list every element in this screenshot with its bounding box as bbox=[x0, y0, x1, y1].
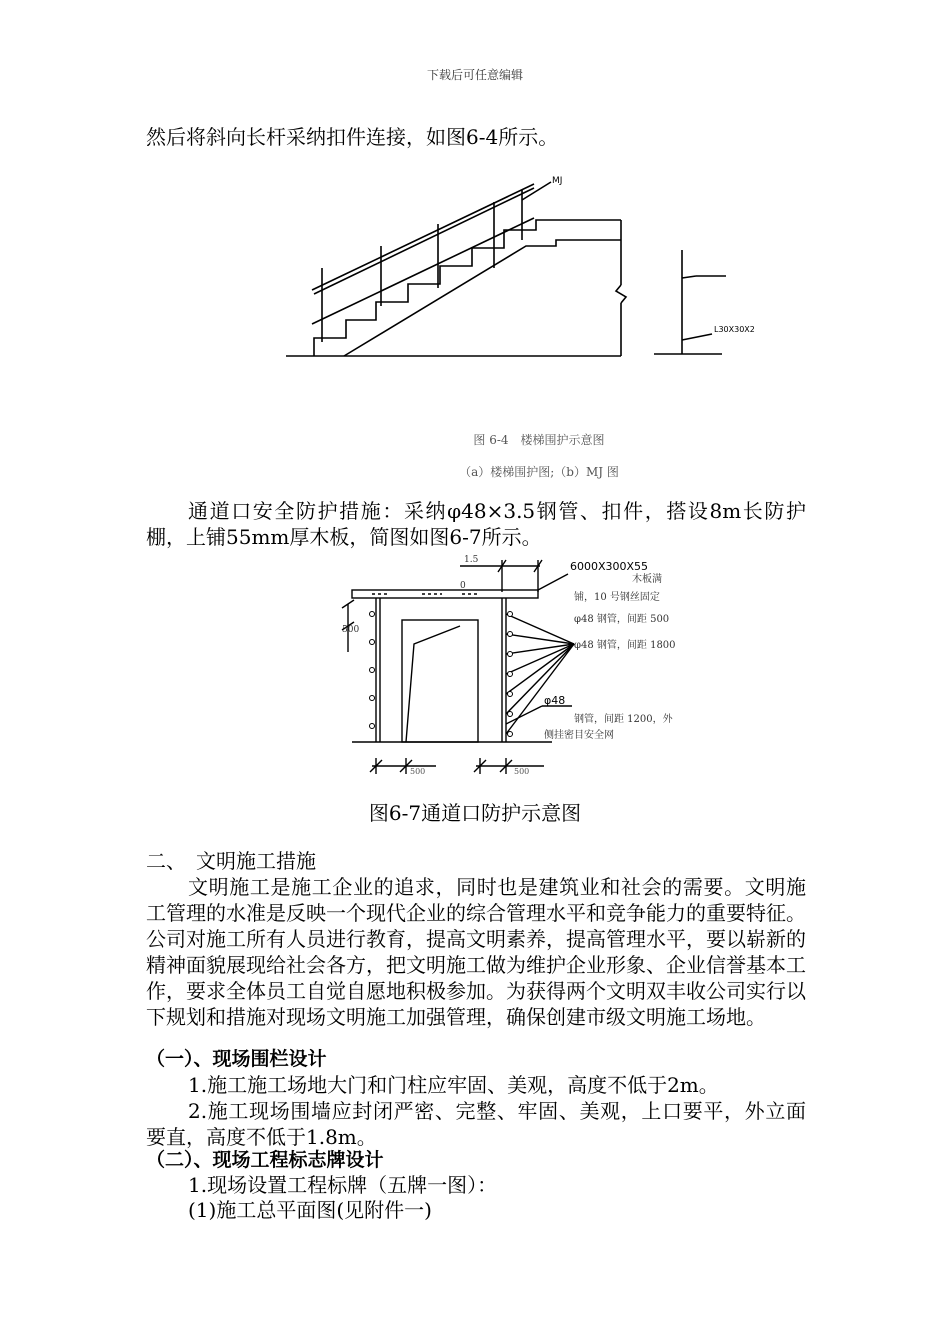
top-dim-label-2: 0 bbox=[460, 581, 466, 591]
figure-stair-guard bbox=[226, 150, 852, 486]
section2-heading: 二、 文明施工措施 bbox=[146, 849, 316, 873]
left-dim-label: 500 bbox=[342, 625, 360, 635]
board-spec-label: 6000X300X55 bbox=[570, 560, 649, 573]
stair-guard-drawing bbox=[226, 150, 852, 486]
subsection2-item2: (1)施工总平面图(见附件一) bbox=[188, 1198, 432, 1222]
pipe-spacing-1800: φ48 钢管，间距 1800 bbox=[574, 640, 676, 651]
figure1-title: 图 6-4 楼梯围护示意图 bbox=[473, 433, 605, 447]
paragraph-intro: 然后将斜向长杆采纳扣件连接，如图6-4所示。 bbox=[146, 125, 559, 149]
subsection1-heading: （一）、现场围栏设计 bbox=[146, 1048, 327, 1070]
paragraph-passage-protection: 通道口安全防护措施：采纳φ48×3.5钢管、扣件，搭设8m长防护棚，上铺55mm厚木板，简图如图6-7所示。 bbox=[146, 499, 806, 549]
angle-steel-label: L30X30X2 bbox=[714, 325, 755, 334]
figure2-caption: 图6-7通道口防护示意图 bbox=[368, 801, 582, 825]
subsection1-item1: 1.施工施工场地大门和门柱应牢固、美观，高度不低于2m。 bbox=[188, 1073, 719, 1097]
subsection2-heading: （二）、现场工程标志牌设计 bbox=[146, 1149, 384, 1171]
passage-guard-drawing bbox=[312, 552, 852, 780]
subsection2-item1: 1.现场设置工程标牌（五牌一图）： bbox=[188, 1173, 498, 1197]
top-dim-label: 1.5 bbox=[464, 555, 479, 565]
bottom-dim-1: 500 bbox=[410, 767, 426, 776]
mj-label: MJ bbox=[552, 176, 563, 186]
pipe-spacing-500: φ48 钢管，间距 500 bbox=[574, 614, 670, 625]
board-note: 木板满 bbox=[632, 574, 662, 585]
figure1-subtitle: （a）楼梯围护图;（b）MJ 图 bbox=[459, 465, 619, 479]
section2-body: 文明施工是施工企业的追求，同时也是建筑业和社会的需要。文明施工管理的水准是反映一个现代企业的综合管理水平和竞争能力的重要特征。公司对施工所有人员进行教育，提高文明素养，提高管理水平，要以崭新的精神面貌展现给社会各方，把文明施工做为维护企业形象、企业信誉基本工作，要求全体员工自觉自愿地积极参加。为获得两个文明双丰收公司实行以下规划和措施对现场文明施工加强管理，确保创建市级文明施工场地。 bbox=[146, 875, 806, 1029]
subsection1-item2: 2.施工现场围墙应封闭严密、完整、牢固、美观，上口要平，外立面要直，高度不低于1.8m。 bbox=[146, 1099, 806, 1149]
board-note-2: 铺，10 号钢丝固定 bbox=[574, 592, 660, 603]
bottom-dim-2: 500 bbox=[514, 767, 530, 776]
pipe-phi48: φ48 bbox=[544, 694, 566, 707]
page-header: 下载后可任意编辑 bbox=[426, 68, 523, 82]
pipe-spacing-1200: 钢管，间距 1200，外 bbox=[574, 714, 673, 725]
figure-passage-guard bbox=[312, 552, 852, 780]
safety-net-note: 侧挂密目安全网 bbox=[544, 730, 614, 741]
